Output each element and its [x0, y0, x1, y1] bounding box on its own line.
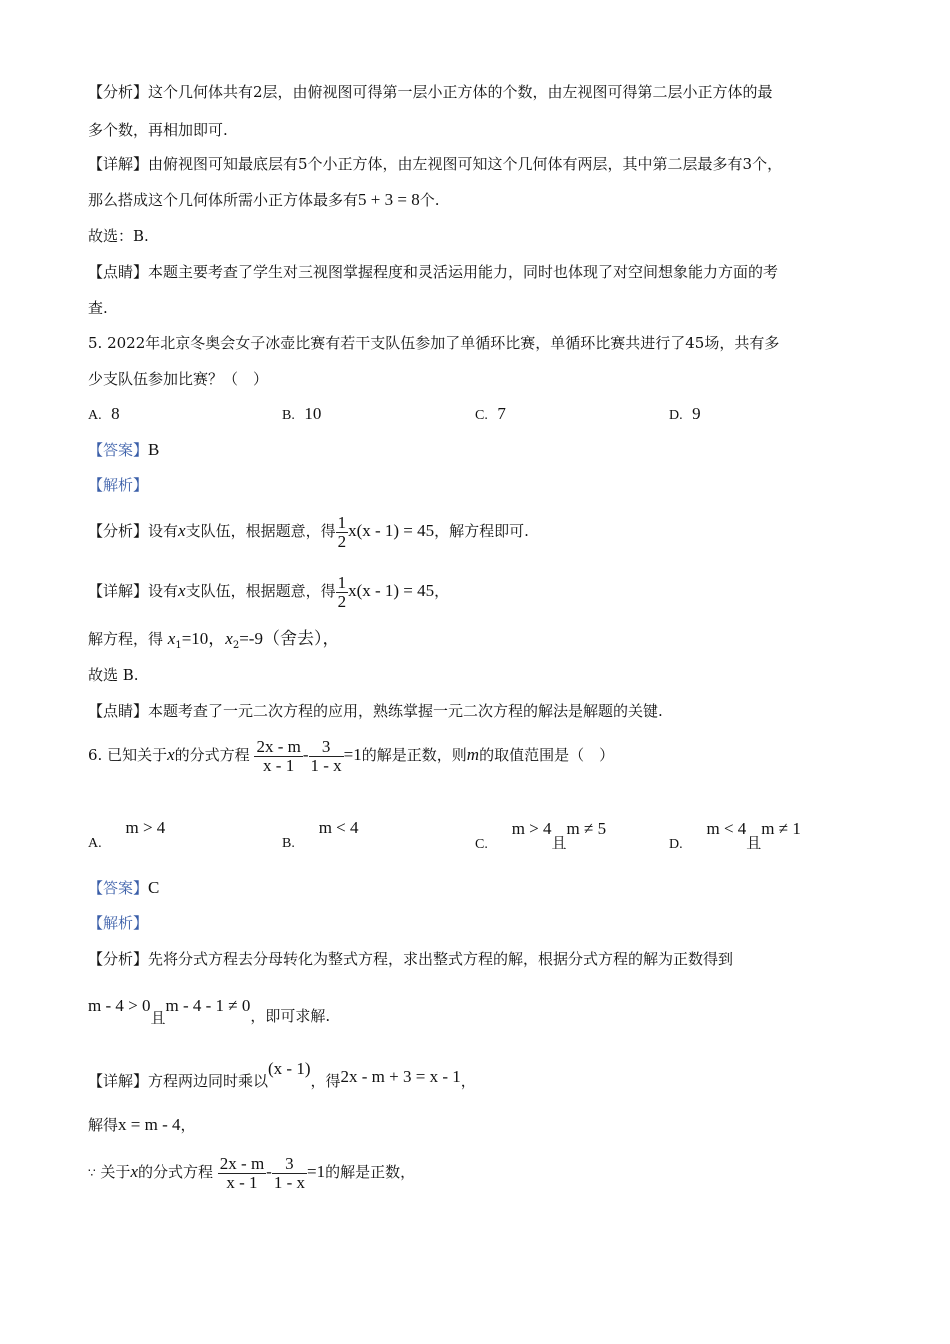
q5-option-a: A. 8 — [88, 404, 120, 423]
q6-parse-tag: 【解析】 — [88, 914, 149, 932]
q5-half-fraction: $\frac{1}{2}$ — [337, 512, 347, 551]
q5-comment: 【点睛】本题考查了一元二次方程的应用，熟练掌握一元二次方程的解法是解题的关键. — [88, 702, 663, 720]
q5-analysis: 【分析】设有x支队伍，根据题意，得 $\frac{1}{2}$ x(x - 1) = 45，解方程即可. — [88, 512, 529, 551]
q5-option-d: D. 9 — [669, 404, 701, 423]
q5-stem-line2: 少支队伍参加比赛？（ ） — [88, 370, 269, 388]
q5-parse-tag: 【解析】 — [88, 476, 149, 494]
q6-since: ∵ 关于x的分式方程 $\frac{2x - m}{x - 1}$ - $\frac{3}{1 - x}$ =1的解是正数， — [88, 1153, 416, 1192]
q4-comment-line1: 【点睛】本题主要考查了学生对三视图掌握程度和灵活运用能力，同时也体现了对空间想象能力方面的考 — [88, 263, 779, 281]
q6-analysis: 【分析】先将分式方程去分母转化为整式方程，求出整式方程的解，根据分式方程的解为正数得到 — [88, 950, 734, 968]
q5-detail: 【详解】设有x支队伍，根据题意，得 $\frac{1}{2}$ x(x - 1) = 45， — [88, 572, 450, 611]
q5-choose: 故选 B. — [88, 666, 139, 684]
q6-answer: 【答案】C — [88, 878, 160, 897]
q5-option-b: B. 10 — [282, 404, 322, 423]
q6-stem: 6. 已知关于x的分式方程 $\frac{2x - m}{x - 1}$ - $\frac{3}{1 - x}$ =1的解是正数，则m的取值范围是（ ） — [88, 736, 615, 775]
q4-detail-line1: 【详解】由俯视图可知最底层有5个小正方体，由左视图可知这个几何体有两层，其中第二层最多有3个， — [88, 155, 783, 173]
q6-option-d: D. m < 4且m ≠ 1 — [669, 819, 801, 852]
q5-solve: 解方程，得 $x_1=10$，$x_2=-9$（舍去）， — [88, 629, 340, 651]
q6-fraction-2: $\frac{3}{1 - x}$ — [310, 736, 342, 775]
q6-option-a: A. m > 4 — [88, 818, 166, 851]
q5-answer: 【答案】B — [88, 440, 160, 459]
q4-sum-expression: 5 + 3 = 8 — [358, 190, 420, 209]
q6-fraction-1: $\frac{2x - m}{x - 1}$ — [256, 736, 301, 775]
q6-solve: 解得x = m - 4， — [88, 1115, 196, 1134]
q4-analysis-line1: 【分析】这个几何体共有2层，由俯视图可得第一层小正方体的个数，由左视图可得第二层小正方体的最 — [88, 83, 773, 101]
q4-choose: 故选：B. — [88, 227, 149, 245]
q4-comment-line2: 查. — [88, 299, 108, 317]
q6-option-c: C. m > 4且m ≠ 5 — [475, 819, 607, 852]
q6-conditions: m - 4 > 0且m - 4 - 1 ≠ 0，即可求解. — [88, 996, 331, 1027]
q6-option-b: B. m < 4 — [282, 818, 359, 851]
q5-stem-line1: 5. 2022年北京冬奥会女子冰壶比赛有若干支队伍参加了单循环比赛，单循环比赛共进行了45场，共有多 — [88, 334, 780, 352]
q6-detail: 【详解】方程两边同时乘以(x - 1)，得2x - m + 3 = x - 1， — [88, 1059, 476, 1090]
q4-analysis-line2: 多个数，再相加即可. — [88, 121, 228, 139]
q5-option-c: C. 7 — [475, 404, 506, 423]
q4-detail-line2: 那么搭成这个几何体所需小正方体最多有5 + 3 = 8个. — [88, 190, 440, 209]
